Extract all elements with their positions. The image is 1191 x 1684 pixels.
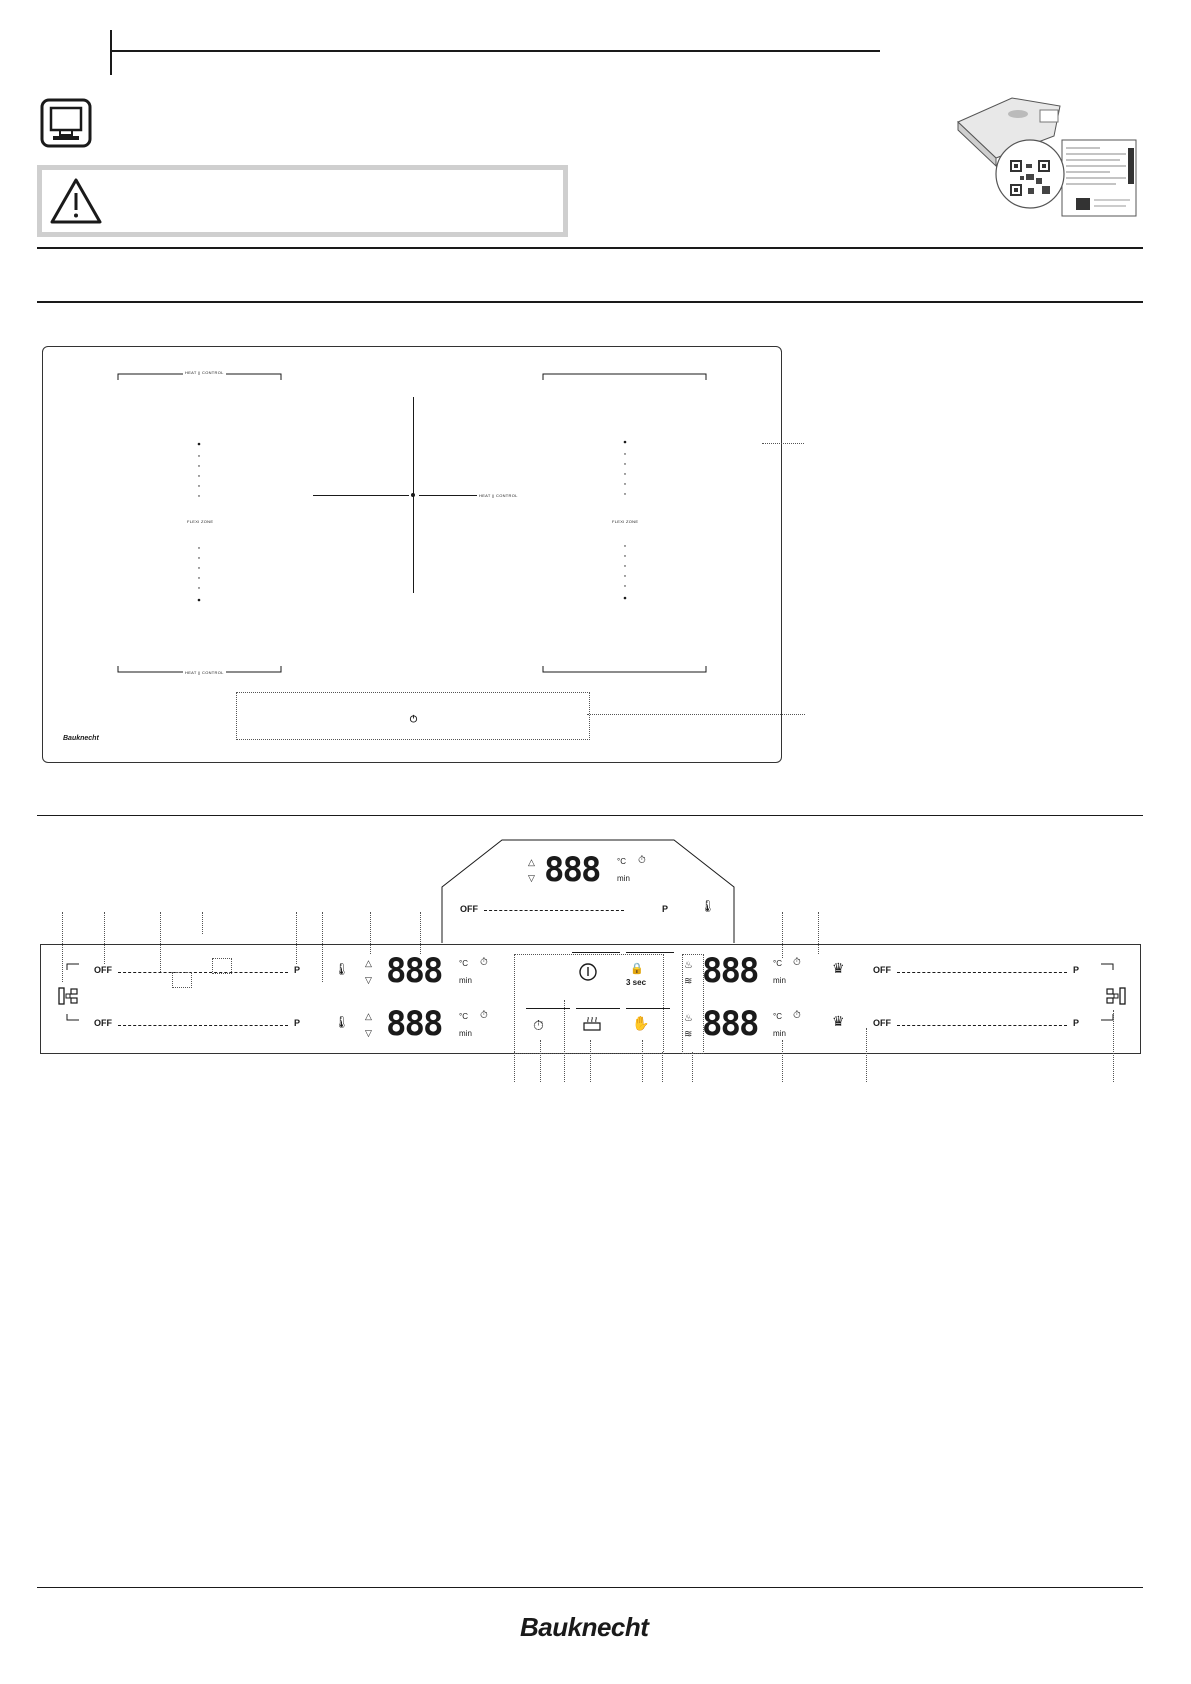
right-row2-boil-icon[interactable]: ≋ <box>684 1029 693 1040</box>
top-panel-display: 888 <box>544 850 600 890</box>
right-row1-p[interactable]: P <box>1073 965 1080 975</box>
top-panel-slider[interactable] <box>484 910 624 911</box>
right-row2-chef-icon[interactable]: ♛ <box>832 1013 845 1029</box>
left-row1-timer-icon[interactable]: ⏱ <box>480 957 488 968</box>
right-row1-unit-temp: °C <box>773 959 782 968</box>
flexi-label-right: FLEXI ZONE <box>612 519 639 524</box>
callout-top-10 <box>818 912 819 954</box>
lock-duration-label: 3 sec <box>626 978 647 987</box>
center-cross-horizontal-left <box>313 495 409 496</box>
left-row2-timer-icon[interactable]: ⏱ <box>480 1010 488 1021</box>
callout-bottom-1 <box>514 1052 515 1082</box>
header-vertical-rule <box>110 30 112 75</box>
center-mid-line-3 <box>626 1008 670 1009</box>
right-row1-unit-time: min <box>773 976 786 985</box>
top-panel-down-arrow[interactable]: ▽ <box>528 873 535 883</box>
center-top-line-2 <box>626 952 674 953</box>
left-row1-up-arrow[interactable]: △ <box>365 958 372 968</box>
right-row1-slider[interactable] <box>897 972 1067 973</box>
right-row1-pot-icon[interactable]: ♨ <box>684 960 693 971</box>
left-row1-unit-temp: °C <box>459 959 468 968</box>
bridge-icon-left[interactable] <box>58 986 84 1013</box>
timer-button-icon[interactable]: ⏱ <box>533 1017 544 1033</box>
callout-top-8 <box>420 912 421 954</box>
right-row1-off[interactable]: OFF <box>873 965 891 975</box>
keep-warm-icon[interactable] <box>582 1017 602 1038</box>
callout-control-area <box>587 714 805 715</box>
left-row1-display: 888 <box>386 951 442 991</box>
flexi-label-left: FLEXI ZONE <box>187 519 214 524</box>
callout-top-5 <box>296 912 297 964</box>
cooktop-diagram <box>42 346 782 763</box>
top-panel-up-arrow[interactable]: △ <box>528 857 535 867</box>
bridge-icon-right[interactable] <box>1100 986 1126 1013</box>
zone-bracket-bottom-right <box>542 665 707 679</box>
callout-top-1 <box>62 912 63 982</box>
rating-plate-illustration <box>950 88 1140 218</box>
callout-surface <box>762 443 804 444</box>
callout-bottom-7 <box>692 1052 693 1082</box>
left-row2-display: 888 <box>386 1004 442 1044</box>
cooktop-brand-text: Bauknecht <box>63 735 99 742</box>
left-row2-slider[interactable] <box>118 1025 288 1026</box>
callout-bottom-9 <box>866 1028 867 1082</box>
power-icon-small <box>409 710 418 728</box>
lock-icon[interactable]: 🔒 <box>630 963 644 975</box>
zone-label-bottom-left: HEAT || CONTROL <box>185 670 224 675</box>
footer-brand-logo <box>520 1612 648 1643</box>
cooktop-brand-logo <box>63 735 99 742</box>
right-row2-timer-icon[interactable]: ⏱ <box>793 1010 801 1021</box>
left-row2-unit-time: min <box>459 1029 472 1038</box>
center-mid-line-2 <box>576 1008 620 1009</box>
left-row1-slider[interactable] <box>118 972 288 973</box>
left-row2-off[interactable]: OFF <box>94 1018 112 1028</box>
right-row2-p[interactable]: P <box>1073 1018 1080 1028</box>
monitor-icon <box>40 98 92 148</box>
callout-bottom-10 <box>1113 1010 1114 1082</box>
callout-bottom-5 <box>642 1040 643 1082</box>
right-row1-chef-icon[interactable]: ♛ <box>832 960 845 976</box>
right-row2-display: 888 <box>702 1004 758 1044</box>
section-rule-2 <box>37 301 1143 303</box>
left-row1-min-marker <box>172 972 192 988</box>
top-panel-unit-temp: °C <box>617 857 626 866</box>
callout-bottom-2 <box>540 1040 541 1082</box>
footer-rule <box>37 1587 1143 1588</box>
callout-bottom-4 <box>590 1040 591 1082</box>
top-panel-thermometer-icon[interactable]: 🌡 <box>700 899 716 913</box>
section-rule-3 <box>37 815 1143 816</box>
right-row2-pot-icon[interactable]: ♨ <box>684 1013 693 1024</box>
pause-hand-icon[interactable]: ✋ <box>632 1015 650 1031</box>
left-row1-thermometer-icon[interactable]: 🌡 <box>334 962 350 976</box>
top-panel-off-label[interactable]: OFF <box>460 904 478 914</box>
right-row2-off[interactable]: OFF <box>873 1018 891 1028</box>
top-panel-timer-icon[interactable]: ⏱ <box>638 855 646 866</box>
left-row1-max-marker <box>212 958 232 974</box>
zone-label-top-left: HEAT || CONTROL <box>185 370 224 375</box>
left-row1-off[interactable]: OFF <box>94 965 112 975</box>
callout-top-6 <box>322 912 323 982</box>
callout-bottom-8 <box>782 1040 783 1082</box>
callout-top-9 <box>782 912 783 958</box>
right-row2-unit-time: min <box>773 1029 786 1038</box>
callout-top-2 <box>104 912 105 964</box>
header-rule <box>110 50 880 52</box>
right-row1-timer-icon[interactable]: ⏱ <box>793 957 801 968</box>
section-rule-1 <box>37 247 1143 249</box>
right-row2-slider[interactable] <box>897 1025 1067 1026</box>
left-row1-p[interactable]: P <box>294 965 301 975</box>
left-row2-up-arrow[interactable]: △ <box>365 1011 372 1021</box>
footer-brand-text: Bauknecht <box>520 1612 649 1642</box>
top-panel-unit-time: min <box>617 874 630 883</box>
callout-top-7 <box>370 912 371 954</box>
center-zone-label: HEAT || CONTROL <box>479 493 518 498</box>
callout-bottom-6 <box>662 1052 663 1082</box>
right-row2-unit-temp: °C <box>773 1012 782 1021</box>
left-row2-p[interactable]: P <box>294 1018 301 1028</box>
warning-box <box>37 165 568 237</box>
left-row2-down-arrow[interactable]: ▽ <box>365 1028 372 1038</box>
callout-top-3 <box>160 912 161 972</box>
callout-top-4 <box>202 912 203 934</box>
left-row1-down-arrow[interactable]: ▽ <box>365 975 372 985</box>
left-row2-unit-temp: °C <box>459 1012 468 1021</box>
power-button-icon[interactable] <box>578 962 598 987</box>
center-dot <box>411 493 415 497</box>
warning-triangle-icon <box>49 177 103 230</box>
top-panel-p-label[interactable]: P <box>662 904 669 914</box>
zone-bracket-top-right <box>542 367 707 381</box>
callout-bottom-3 <box>564 1000 565 1082</box>
center-top-line-1 <box>572 952 620 953</box>
left-row1-unit-time: min <box>459 976 472 985</box>
right-row1-boil-icon[interactable]: ≋ <box>684 976 693 987</box>
right-row1-display: 888 <box>702 951 758 991</box>
left-row2-thermometer-icon[interactable]: 🌡 <box>334 1015 350 1029</box>
